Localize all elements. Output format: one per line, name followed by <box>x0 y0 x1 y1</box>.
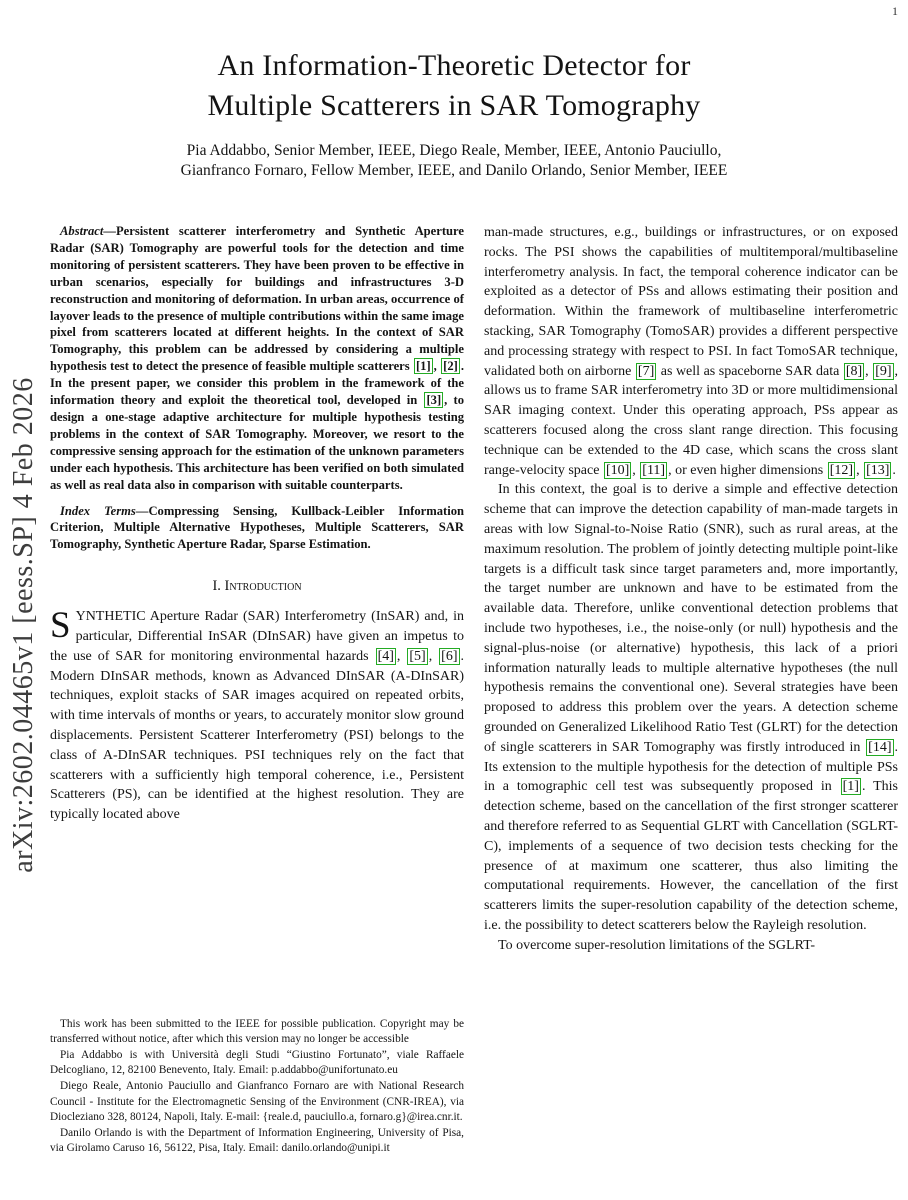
citation-link[interactable]: [6] <box>441 648 458 664</box>
citation-link[interactable]: [13] <box>866 462 890 478</box>
right-column <box>484 223 898 1163</box>
dropcap-letter: S <box>50 605 71 647</box>
intro-paragraph <box>50 607 464 825</box>
footnote-affiliation-cnr-irea: Diego Reale, Antonio Pauciullo and Gianfranco Fornaro are with National Research Council - Institute for the Electromagnetic Sensing of the Environment (CNR-IREA), via Diocleziano 328, 80124, Napoli, Italy. E-mail: {reale.d, pauciullo.a, fornaro.g}@irea.cnr.it. <box>50 1080 464 1124</box>
footnotes-block <box>50 1017 464 1163</box>
citation-link[interactable]: [4] <box>377 648 394 664</box>
body-paragraph-psi-tomosar: man-made structures, e.g., buildings or infrastructures, or on exposed rocks. The PSI shows the capabilities of multitemporal/multibaseline interferometry analysis. In fact, the temporal coherence indicator can be exploited as a detector of PSs and allows estimating their position and deformation. Within the framework of multibaseline interferometric stacking, SAR Tomography (TomoSAR) provides a different perspective and processing strategy with respect to PSI. In fact TomoSAR technique, validated both on airborne [7] as well as spaceborne SAR data [8] , [9] , allows us to frame SAR interferometry into 3D or more multidimensional SAR imaging context. Under this operating approach, PSs appear as scatterers focused along the cross slant range direction. This focusing technique can be extended to the 4D case, which scans the cross slant range-velocity space [10] , [11] , or even higher dimensions [12] , [13] . <box>484 225 899 478</box>
arxiv-stamp: arXiv:2602.04465v1 [eess.SP] 4 Feb 2026 <box>8 377 39 873</box>
author-line-2: Gianfranco Fornaro, Fellow Member, IEEE, and Danilo Orlando, Senior Member, IEEE <box>180 162 728 179</box>
body-paragraph-detection-context: In this context, the goal is to derive a simple and effective detection scheme that can improve the detection capability of man-made targets in areas with low Signal-to-Noise Ratio (SNR), such as rural areas, at the maximum resolution. The problem of jointly detecting multiple point-like targets is a difficult task since target parameters and, more importantly, the target number are unknown and have to be estimated from the available data. Therefore, unlike conventional detection problems that include two hypotheses, i.e., the noise-only (or null) hypothesis and the signal-plus-noise (or alternative) hypothesis, this lack of a priori information naturally leads to multiple alternative hypotheses (the null hypothesis remains the conventional one). Several strategies have been proposed to address this problem over the years. A detection scheme grounded on Generalized Likelihood Ratio Test (GLRT) for the detection of single scatterers in SAR Tomography was firstly introduced in [14] . Its extension to the multiple hypothesis for the detection of multiple PSs in a tomographic cell test was subsequently proposed in [1] . This detection scheme, based on the cancellation of the first stronger scatterer and therefore referred to as Sequential GLRT with Cancellation (SGLRT-C), implements of a sequence of two decision tests checking for the presence of at maximum one scatterer, thus also limiting the computational requirements. However, the cancellation of the first scatterers limits the super-resolution capability of the detection scheme, i.e. the possibility to detect scatterers below the Rayleigh resolution. <box>484 482 898 933</box>
citation-link[interactable]: [11] <box>642 462 666 478</box>
abstract-paragraph <box>50 223 464 494</box>
abstract-text: Persistent scatterer interferometry and Synthetic Aperture Radar (SAR) Tomography are powerful tools for the detection and time monitoring of persistent scatterers. They have been proven to be effective in urban scenarios, especially for buildings and infrastructures 3-D reconstruction and monitoring of deformation. In urban areas, occurrence of layover leads to the presence of multiple contributions within the same image pixel from scatterers located at different heights. In the context of SAR Tomography, this problem can be addressed by considering a multiple hypothesis test to detect the presence of feasible multiple scatterers [1] , [2] . In the present paper, we consider this problem in the framework of the information theory and exploit the theoretical tool, developed in [3] , to design a one-stage adaptive architecture for multiple hypothesis testing problems in the context of SAR Tomography. Moreover, we resort to the compressive sensing approach for the estimation of the unknown parameters under each hypothesis. This architecture has been verified on both simulated as well as real data also in comparison with suitable counterparts. <box>50 224 464 492</box>
section-heading-introduction: I. Introduction <box>212 578 302 595</box>
body-paragraph-overcome: To overcome super-resolution limitations of the SGLRT- <box>498 937 815 953</box>
page-number: 1 <box>892 4 898 18</box>
index-terms-paragraph <box>50 503 464 554</box>
footnote-submission-notice: This work has been submitted to the IEEE for possible publication. Copyright may be transferred without notice, after which this version may no longer be accessible <box>50 1017 464 1046</box>
citation-link[interactable]: [2] <box>443 359 458 374</box>
index-terms-label: Index Terms— <box>60 503 149 518</box>
author-line <box>0 141 908 181</box>
citation-link[interactable]: [9] <box>875 363 892 379</box>
citation-link[interactable]: [3] <box>426 393 442 408</box>
paper-title-line1: An Information-Theoretic Detector for <box>217 49 691 82</box>
citation-link[interactable]: [14] <box>868 739 892 755</box>
index-terms-text: Compressing Sensing, Kullback-Leibler Information Criterion, Multiple Alternative Hypotheses, Multiple Scatterers, SAR Tomography, Synthetic Aperture Radar, Sparse Estimation. <box>50 503 464 552</box>
left-column <box>50 223 464 1163</box>
citation-link[interactable]: [1] <box>842 779 859 795</box>
author-line-1: Pia Addabbo, Senior Member, IEEE, Diego Reale, Member, IEEE, Antonio Pauciullo, <box>186 142 722 159</box>
abstract-label: Abstract— <box>60 224 116 238</box>
intro-text: YNTHETIC Aperture Radar (SAR) Interferometry (InSAR) and, in particular, Differential InSAR (DInSAR) have given an impetus to the use of SAR for monitoring environmental hazards [4] , [5] , [6] . Modern DInSAR methods, known as Advanced DInSAR (A-DInSAR) techniques, exploit stacks of SAR images acquired on repeated orbits, with time intervals of months or years, to accurately monitor slow ground displacements. Persistent Scatterer Interferometry (PSI) belongs to the class of A-DInSAR techniques. PSI techniques rely on the fact that scatterers with a sufficiently high temporal coherence, i.e., Persistent Scatterers (PS), can be identified at the highest resolution. They are typically located above <box>50 609 464 823</box>
footnote-affiliation-addabbo: Pia Addabbo is with Università degli Studi “Giustino Fortunato”, viale Raffaele Delcogliano, 12, 82100 Benevento, Italy. Email: p.addabbo@unifortunato.eu <box>50 1048 464 1077</box>
two-column-body <box>0 223 908 1163</box>
citation-link[interactable]: [10] <box>605 462 630 478</box>
footnote-affiliation-orlando: Danilo Orlando is with the Department of Information Engineering, University of Pisa, via Girolamo Caruso 16, 56122, Pisa, Italy. Email: danilo.orlando@unipi.it <box>50 1126 464 1155</box>
paper-title-line2: Multiple Scatterers in SAR Tomography <box>207 89 701 122</box>
paper-title <box>0 46 908 126</box>
citation-link[interactable]: [12] <box>829 462 854 478</box>
citation-link[interactable]: [1] <box>415 359 431 374</box>
paper-header <box>0 0 908 181</box>
citation-link[interactable]: [7] <box>637 363 655 379</box>
citation-link[interactable]: [8] <box>845 363 863 379</box>
citation-link[interactable]: [5] <box>409 648 426 664</box>
